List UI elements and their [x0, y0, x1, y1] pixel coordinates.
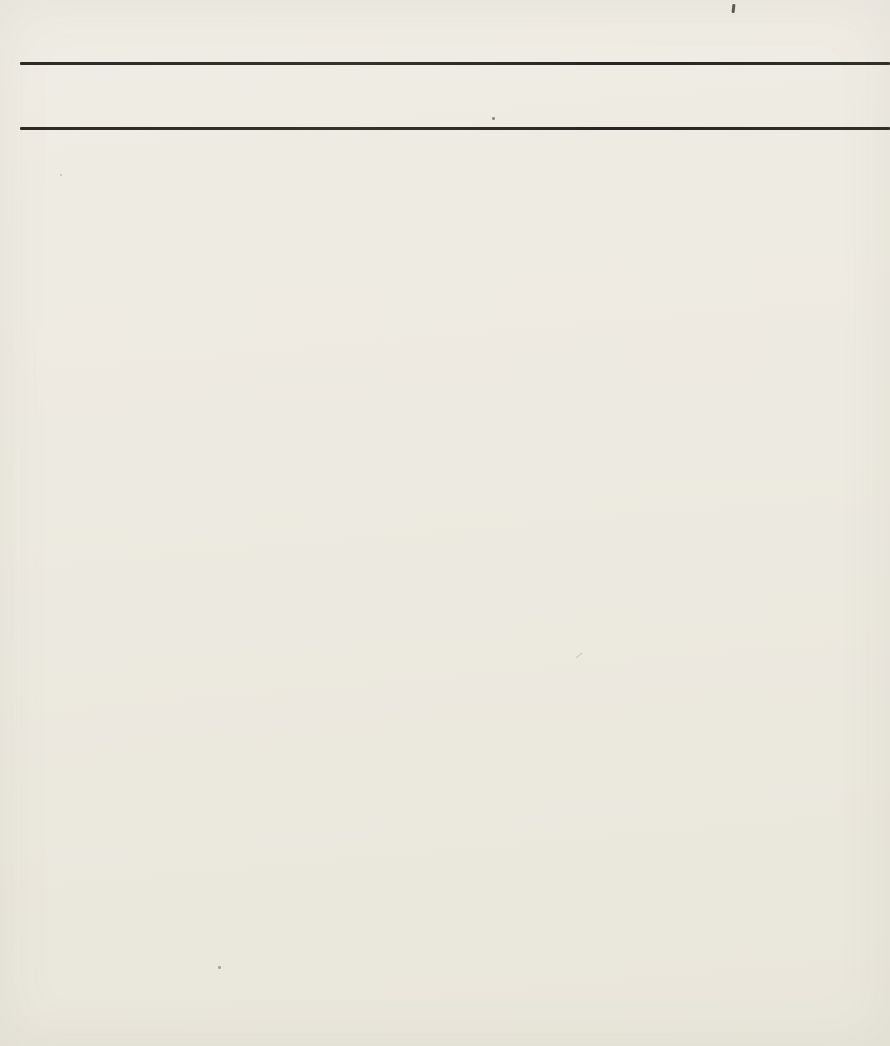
scan-speck [60, 174, 62, 176]
table-top-rule [20, 62, 890, 65]
scan-speck [732, 4, 736, 13]
table-header-rule [20, 127, 890, 130]
scan-speck [492, 117, 495, 120]
scan-speck [218, 966, 221, 969]
scan-speck [576, 653, 583, 659]
